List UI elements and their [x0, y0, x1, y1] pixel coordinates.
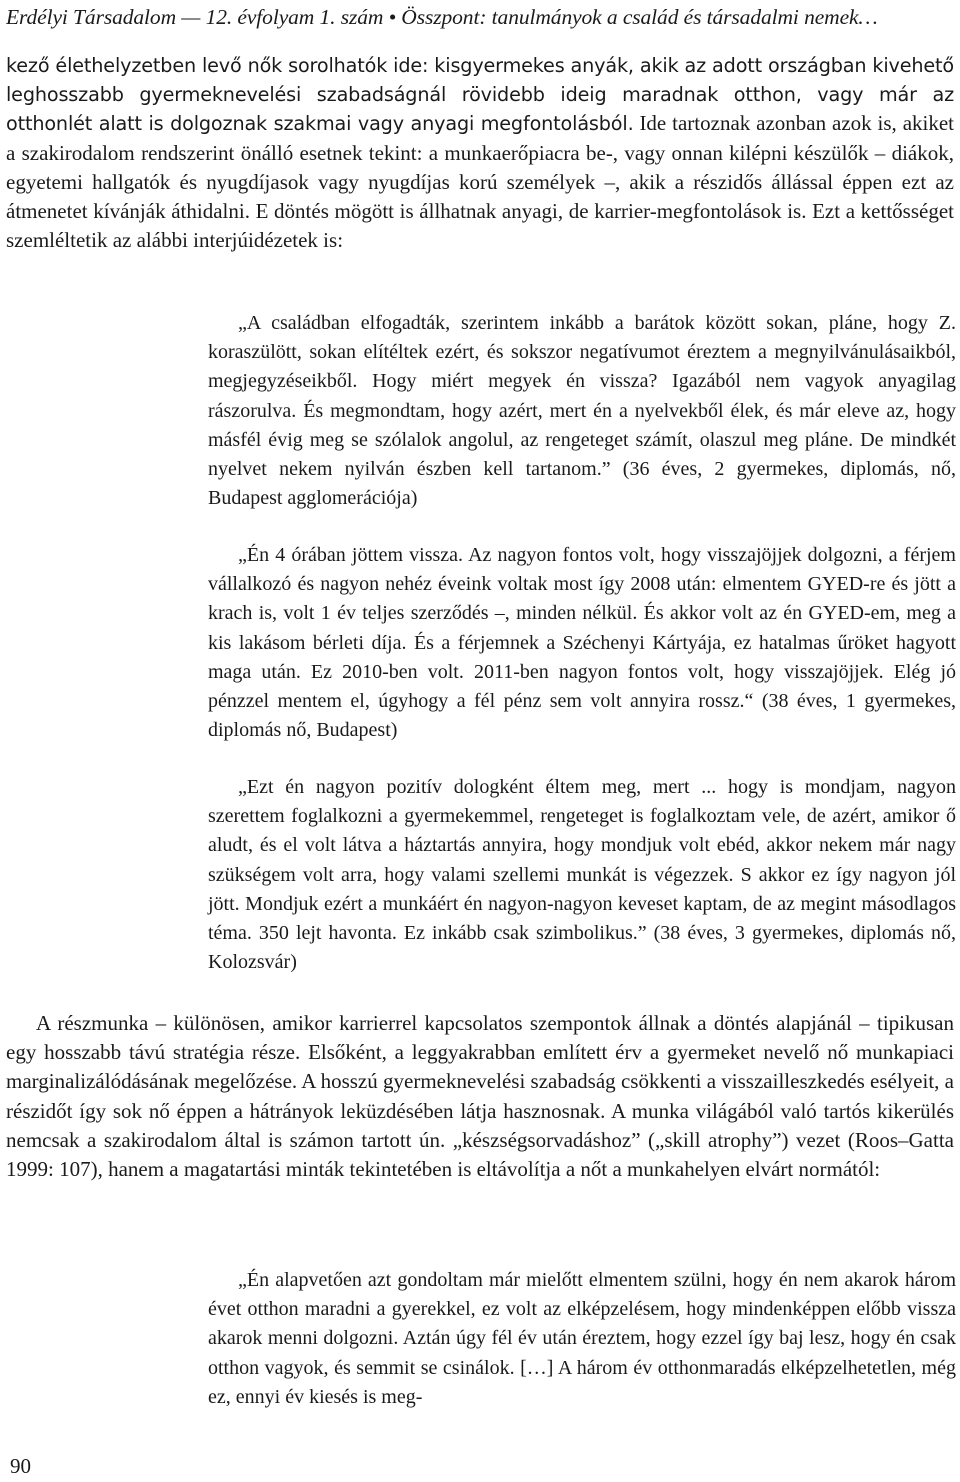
paragraph-sans-segment: kező élethelyzetben levő nők sorolhatók ide: kisgyermekes anyák, akik az adott országban kivehető leghosszabb gyermeknevelési szabadságnál rövidebb ideig maradnak otthon, vagy már az otthonlét alatt is dolgoznak szakmai vagy anyagi megfontolásból. — [6, 54, 954, 136]
paragraph-serif-segment: Ide tartoznak azonban azok is, akiket a szakirodalom rendszerint önálló esetnek tekint: a munkaerőpiacra be-, vagy onnan kilépni készülők – diákok, egyetemi hallgatók és nyugdíjasok vagy nyugdíjas korú személyek –, akik a részidős állással éppen ezt az átmenetet kívánják áthidalni. E döntés mögött is állhatnak anyagi, de karrier-megfontolások is. Ezt a kettősséget szemléltetik az alábbi interjúidézetek is: — [6, 111, 955, 253]
running-header: Erdélyi Társadalom — 12. évfolyam 1. szám • Összpont: tanulmányok a család és társadalmi nemek… — [6, 5, 878, 29]
interview-quote-4 — [208, 1266, 956, 1412]
paragraph-text: A részmunka – különösen, amikor karrierrel kapcsolatos szempontok állnak a döntés alapjánál – tipikusan egy hosszabb távú stratégia része. Elsőként, a leggyakrabban említett érv a gyermeket nevelő nő munkapiaci marginalizálódásának megelőzése. A hosszú gyermeknevelési szabadság csökkenti a visszailleszkedés esélyeit, a részidőt így sok nő éppen a hátrányok leküzdésében látja hasznosnak. A munka világából való tartós kikerülés nemcsak a szakirodalom által is számon tartott ún. „készségsorvadáshoz” („skill atrophy”) vezet (Roos–Gatta 1999: 107), hanem a magatartási minták tekintetében is eltávolítja a nőt a munkahelyen elvárt normától: — [6, 1011, 954, 1182]
quote-text: „A családban elfogadták, szerintem inkább a barátok között sokan, pláne, hogy Z. koraszülött, sokan elítéltek ezért, és sokszor negatívumot éreztem a megnyilvánulásaikból, megjegyzéseikből. Hogy miért megyek én vissza? Igazából nem vagyok anyagilag rászorulva. És megmondtam, hogy azért, mert én a nyelvekből élek, és már eleve az, hogy másfél évig meg se szólalok angolul, az rengeteget számít, olaszul meg pláne. De mindkét nyelvet nekem nyilván észben kell tartanom.” (36 éves, 2 gyermekes, diplomás, nő, Budapest agglomerációja) — [208, 312, 956, 510]
quote-text: „Ezt én nagyon pozitív dologként éltem meg, mert ... hogy is mondjam, nagyon szerettem foglalkozni a gyermekemmel, rengeteget is foglalkoztam vele, de azért, amikor ő aludt, és el volt látva a háztartás annyira, hogy mondjuk volt ebéd, akkor nekem már nagy szükségem volt arra, hogy valami szellemi munkát is végezzek. S akkor ez így nagyon jól jött. Mondjuk ezért a munkáért én nagyon-nagyon keveset kaptam, de az megint másodlagos téma. 350 lejt havonta. Ez inkább csak szimbolikus.” (38 éves, 3 gyermekes, diplomás nő, Kolozsvár) — [208, 776, 956, 974]
body-paragraph-continued — [6, 51, 954, 255]
body-paragraph — [6, 1009, 954, 1184]
interview-quote-1 — [208, 309, 956, 513]
interview-quote-3 — [208, 773, 956, 977]
page-number: 90 — [10, 1454, 31, 1478]
quote-text: „Én alapvetően azt gondoltam már mielőtt elmentem szülni, hogy én nem akarok három évet otthon maradni a gyerekkel, ez volt az elképzelésem, hogy mindenképpen előbb vissza akarok menni dolgozni. Aztán úgy fél év után éreztem, hogy ezzel így baj lesz, hogy én csak otthon vagyok, és semmit se csinálok. […] A három év otthonmaradás elképzelhetetlen, még ez, ennyi év kiesés is meg- — [208, 1269, 956, 1408]
quote-text: „Én 4 órában jöttem vissza. Az nagyon fontos volt, hogy visszajöjjek dolgozni, a férjem vállalkozó és nagyon nehéz éveink voltak most így 2008 után: elmentem GYED-re és jött a krach is, volt 1 év teljes szerződés –, minden nélkül. És akkor volt az én GYED-em, meg a kis lakásom bérleti díja. És a férjemnek a Széchenyi Kártyája, ez hatalmas űröket hagyott maga után. Ez 2010-ben volt. 2011-ben nagyon fontos volt, hogy visszajöjjek. Elég jó pénzzel mentem el, úgyhogy a fél pénz sem volt annyira rossz.“ (38 éves, 1 gyermekes, diplomás nő, Budapest) — [208, 544, 956, 742]
interview-quote-2 — [208, 541, 956, 745]
